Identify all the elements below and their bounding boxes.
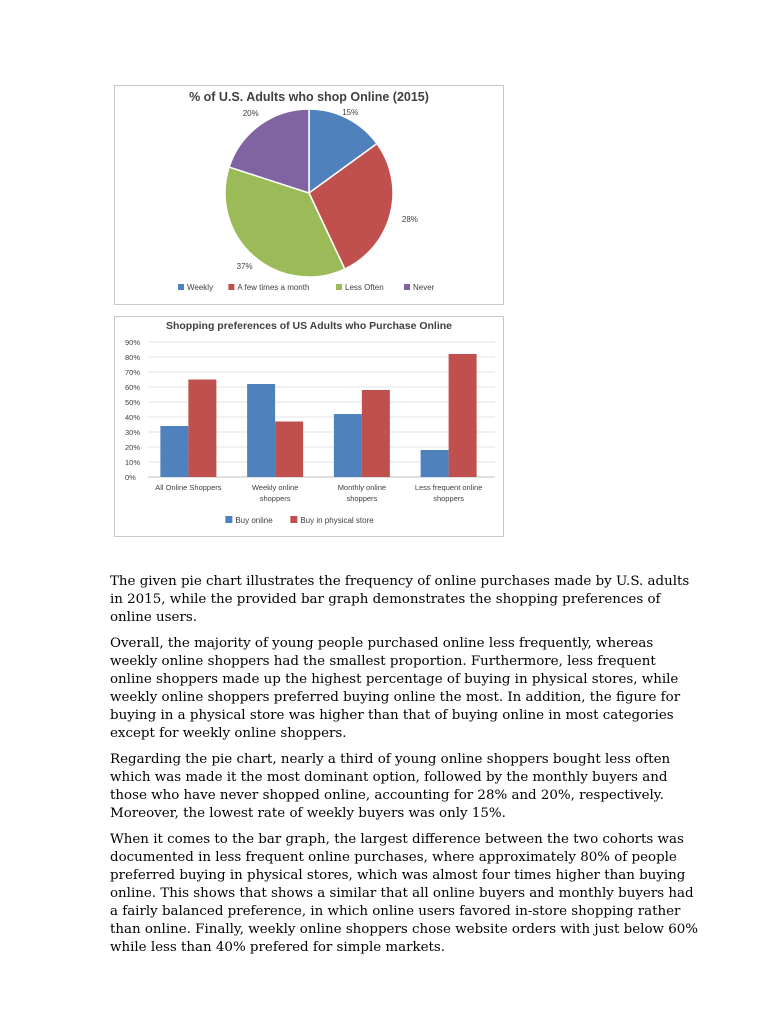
pie-legend-swatch-less-often <box>336 284 342 290</box>
bar-ytick-label-40: 40% <box>125 413 141 422</box>
pie-legend-label-never: Never <box>413 283 435 292</box>
bar-xtick-label-weekly-online-shoppers: Weekly online shoppers <box>251 483 299 503</box>
bar-legend-label-buy-online: Buy online <box>235 516 273 525</box>
bar-xtick-label-less-frequent-online-shoppers: Less frequent online shoppers <box>414 483 483 503</box>
bar-ytick-label-10: 10% <box>125 458 141 467</box>
bar-ytick-label-90: 90% <box>125 338 141 347</box>
bar-buy-online-monthly-online-shoppers <box>334 414 362 477</box>
pie-data-label-less-often: 37% <box>236 262 253 272</box>
bar-ytick-label-80: 80% <box>125 353 141 362</box>
bar-chart-svg <box>115 317 503 536</box>
bar-chart <box>114 316 504 537</box>
bar-title: Shopping preferences of US Adults who Purchase Online <box>165 320 453 332</box>
paragraph-overview: Overall, the majority of young people purchased online less frequently, whereas weekly online shoppers had the smallest proportion. Furthermore, less frequent online shoppers made up the highest percentage of buying in physical stores, while weekly online shoppers preferred buying online the most. In addition, the figure for buying in a physical store was higher than that of buying online in most categories except for weekly online shoppers. <box>110 636 681 741</box>
bar-ytick-label-50: 50% <box>125 398 141 407</box>
pie-legend-label-less-often: Less Often <box>345 283 384 292</box>
essay-text <box>110 573 700 965</box>
bar-ytick-label-30: 30% <box>125 428 141 437</box>
pie-legend-swatch-weekly <box>178 284 184 290</box>
pie-chart <box>114 85 504 305</box>
bar-buy-online-less-frequent-online-shoppers <box>421 450 449 477</box>
bar-ytick-label-20: 20% <box>125 443 141 452</box>
pie-title: % of U.S. Adults who shop Online (2015) <box>189 90 429 104</box>
bar-legend-label-buy-in-physical-store: Buy in physical store <box>300 516 374 525</box>
pie-data-label-weekly: 15% <box>342 108 359 118</box>
bar-ytick-label-70: 70% <box>125 368 141 377</box>
paragraph-pie-details: Regarding the pie chart, nearly a third of young online shoppers bought less often which was made it the most dominant option, followed by the monthly buyers and those who have never shopped online, accounting for 28% and 20%, respectively. Moreover, the lowest rate of weekly buyers was only 15%. <box>110 752 671 821</box>
bar-ytick-label-0: 0% <box>125 473 136 482</box>
pie-legend-swatch-a-few-times-a-month <box>228 284 234 290</box>
bar-legend-swatch-buy-online <box>225 516 232 523</box>
bar-buy-in-physical-store-weekly-online-shoppers <box>275 422 303 478</box>
bar-buy-online-weekly-online-shoppers <box>247 384 275 477</box>
bar-legend-swatch-buy-in-physical-store <box>290 516 297 523</box>
paragraph-bar-details: When it comes to the bar graph, the largest difference between the two cohorts was documented in less frequent online purchases, where approximately 80% of people preferred buying in physical stores, which was almost four times higher than buying online. This shows that shows a similar that all online buyers and monthly buyers had a fairly balanced preference, in which online users favored in-store shopping rather than online. Finally, weekly online shoppers chose website orders with just below 60% while less than 40% prefered for simple markets. <box>110 832 698 955</box>
pie-legend-swatch-never <box>404 284 410 290</box>
pie-data-label-a-few-times-a-month: 28% <box>401 214 418 224</box>
bar-buy-in-physical-store-all-online-shoppers <box>188 380 216 478</box>
paragraph-intro: The given pie chart illustrates the frequency of online purchases made by U.S. adults in 2015, while the provided bar graph demonstrates the shopping preferences of online users. <box>110 574 690 625</box>
pie-data-label-never: 20% <box>242 108 259 118</box>
bar-xtick-label-all-online-shoppers: All Online Shoppers <box>155 483 222 492</box>
bar-buy-in-physical-store-less-frequent-online-shoppers <box>449 354 477 477</box>
pie-chart-svg <box>115 86 503 304</box>
bar-buy-online-all-online-shoppers <box>160 426 188 477</box>
pie-legend-label-weekly: Weekly <box>187 283 214 292</box>
bar-buy-in-physical-store-monthly-online-shoppers <box>362 390 390 477</box>
pie-legend-label-a-few-times-a-month: A few times a month <box>237 283 310 292</box>
bar-ytick-label-60: 60% <box>125 383 141 392</box>
bar-xtick-label-monthly-online-shoppers: Monthly online shoppers <box>337 483 387 503</box>
